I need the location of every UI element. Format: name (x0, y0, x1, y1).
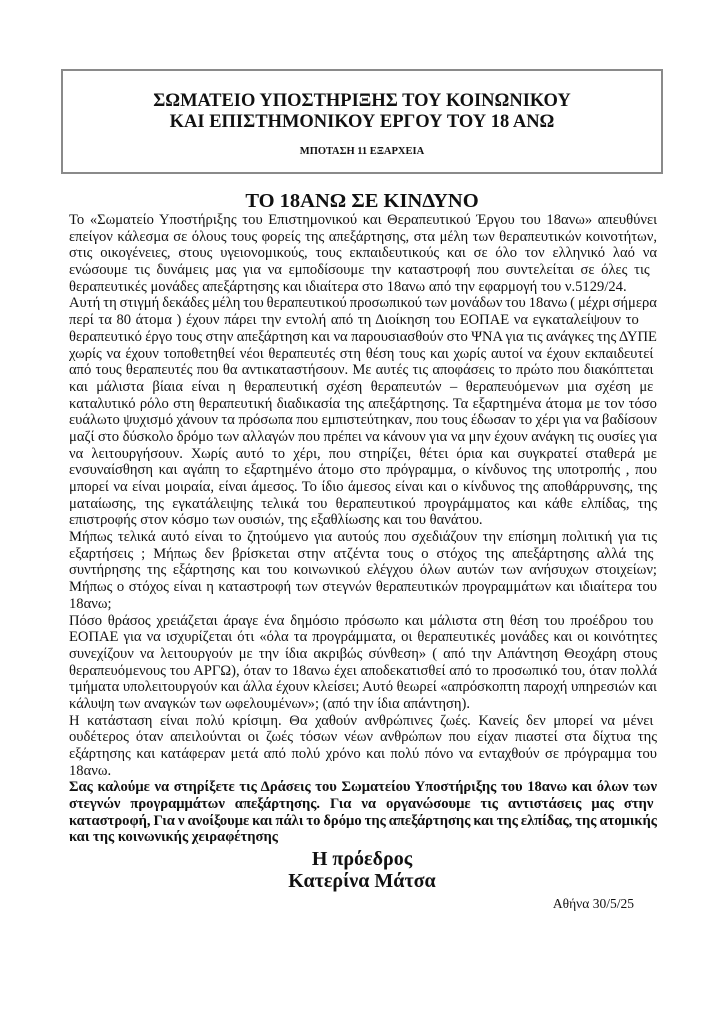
body-line: καταστροφή, Για ν ανοίξουμε και πάλι το δρόμο της απεξάρτησης και της ελπίδας, της ατομικής (69, 812, 657, 829)
body-line: τμήματα υπολειτουργούν και άλλα έχουν κλείσει; Αυτό θεωρεί «απρόσκοπτη παροχή υπηρεσιών και (69, 679, 657, 696)
body-line: καταλυτικό ρόλο στη θεραπευτική διαδικασία της απεξάρτησης. Τα εξαρτημένα άτομα με τον τόσο (69, 395, 657, 412)
body-line: στεγνών προγραμμάτων απεξάρτησης. Για να οργανώσουμε τις αντιστάσεις μας στην (69, 796, 654, 813)
body-line: συντήρησης της εξάρτησης και του κοινωνικού ελέγχου όλων αυτών των ανήσυχων στοιχείων; (69, 562, 657, 579)
body-line: και μάλιστα βίαια είναι η θεραπευτική σχέση θεραπευτών – θεραπευόμενων μια σχέση με (69, 378, 654, 395)
organization-name (63, 91, 661, 133)
body-line: ενσυναίσθηση και αγάπη το εξαρτημένο άτομο στο πρόγραμμα, ο κίνδυνος της υποτροπής , που (69, 462, 657, 479)
body-line: ΕΟΠΑΕ για να ισχυρίζεται ότι «όλα τα προγράμματα, οι θεραπευτικές μονάδες και οι κοινότητες (69, 629, 657, 646)
body-line: ουδέτερος όταν απειλούνται οι ζωές τόσων νέων ανθρώπων που είχαν πιαστεί στα δίχτυα της (69, 729, 657, 746)
body-line: επείγον κάλεσμα σε όλους τους φορείς της απεξάρτησης, στα μέλη των θεραπευτικών κοινοτήτων, (69, 228, 657, 245)
body-line: Μήπως τελικά αυτό είναι το ζητούμενο για αυτούς που σχεδιάζουν την επίσημη πολιτική για τις (69, 529, 657, 546)
body-line: από τους θεραπευτές που θα αντικαταστήσουν. Με αυτές τις αποφάσεις το πρώτο που διακόπτεται (69, 362, 654, 379)
body-line: μαζί στο δύσκολο δρόμο των αλλαγών που πρέπει να κάνουν για να μην έχουν ανάγκη τις ουσίες για (69, 428, 657, 445)
body-line: επιστροφής στον κόσμο των ουσιών, της εξαθλίωσης και του θανάτου. (69, 512, 483, 529)
body-line: στις οικογένειες, στους υγειονομικούς, τους εκπαιδευτικούς και σε όλο τον ελληνικό λαό να (69, 245, 657, 262)
body-line: 18ανω. (69, 762, 112, 779)
body-line: συνεχίζουν να λειτουργούν με την ίδια ακριβώς σύνθεση» ( από την Απάντηση Θεοχάρη στους (69, 645, 657, 662)
organization-address: ΜΠΟΤΑΣΗ 11 ΕΞΑΡΧΕΙΑ (299, 146, 425, 157)
document-title: ΤΟ 18ΑΝΩ ΣΕ ΚΙΝΔΥΝΟ (245, 190, 479, 212)
body-line: μπορεί να είναι μοιραία, είναι άμεσος. Το ίδιο άμεσος είναι και ο κίνδυνος της αποθάρρυνσης, της (69, 479, 657, 495)
signature-block (0, 848, 724, 892)
body-line: ματαίωσης, της εγκατάλειψης τελικά του θεραπευτικού προγράμματος και κάθε ελπίδας, της (69, 495, 657, 512)
body-line: Η κατάσταση είναι πολύ κρίσιμη. Θα χαθούν ανθρώπινες ζωές. Κανείς δεν μπορεί να μένει (69, 712, 654, 729)
body-line: Το «Σωματείο Υποστήριξης του Επιστημονικού και Θεραπευτικού Έργου του 18ανω» απευθύνει (69, 212, 657, 228)
body-line: 18ανω; (69, 595, 112, 612)
body-line: εξαρτήσεις ; Μήπως δεν βρίσκεται στην ατζέντα τους ο στόχος της απεξάρτησης αλλά της (69, 545, 654, 562)
place-and-date: Αθήνα 30/5/25 (552, 896, 634, 912)
signatory-role: Η πρόεδρος (311, 848, 413, 871)
body-line: περί τα 80 άτομα ) έχουν πάρει την εντολή από τη Διοίκηση του ΕΟΠΑΕ να εγκαταλείψουν το (69, 312, 639, 329)
letterhead-box (61, 69, 663, 174)
body-line: ευάλωτο ψυχισμό χάνουν τα πρόσωπα που εμπιστεύτηκαν, που τους έδωσαν το χέρι για να βαδίσουν (69, 412, 657, 429)
body-line: κάλυψη των αναγκών των ωφελουμένων»; (από την ίδια απάντηση). (69, 695, 471, 712)
body-line: Μήπως ο στόχος είναι η καταστροφή των στεγνών θεραπευτικών προγραμμάτων και ιδιαίτερα του (69, 579, 657, 596)
body-line: και της κοινωνικής χειραφέτησης (69, 829, 278, 846)
body-line: Σας καλούμε να στηρίξετε τις Δράσεις του Σωματείου Υποστήριξης του 18ανω και όλων των (69, 779, 657, 796)
body-line: να λειτουργήσουν. Χωρίς αυτό το χέρι, που στηρίζει, θέτει όρια και συγκρατεί σταθερά με (69, 445, 657, 462)
document-body (69, 212, 657, 846)
organization-name-line: ΣΩΜΑΤΕΙΟ ΥΠΟΣΤΗΡΙΞΗΣ ΤΟΥ ΚΟΙΝΩΝΙΚΟΥ (153, 91, 571, 111)
body-line: θεραπευτικό έργο τους στην απεξάρτηση και να παρουσιασθούν στο ΨΝΑ για τις ανάγκες της ΔΥΠΕ (69, 328, 657, 345)
body-line: Πόσο θράσος χρειάζεται άραγε ένα δημόσιο πρόσωπο και μάλιστα στη θέση του προέδρου του (69, 612, 654, 629)
body-line: χωρίς να έχουν τοποθετηθεί νέοι θεραπευτές στη θέση τους και χωρίς αυτοί να έχουν εκπαιδευτεί (69, 345, 654, 362)
body-line: εξάρτησης και κατάφεραν μετά από πολύ χρόνο και πολύ πόνο να ενταχθούν σε πρόγραμμα του (69, 746, 657, 762)
body-line: Αυτή τη στιγμή δεκάδες μέλη του θεραπευτικού προσωπικού των μονάδων του 18ανω ( μέχρι σήμερα (69, 295, 657, 312)
organization-name-line: ΚΑΙ ΕΠΙΣΤΗΜΟΝΙΚΟΥ ΕΡΓΟΥ ΤΟΥ 18 ΑΝΩ (169, 112, 555, 132)
body-line: θεραπευτικές μονάδες απεξάρτησης και ιδιαίτερα στο 18ανω από την εφαρμογή του ν.5129/24. (69, 278, 627, 295)
signatory-name: Κατερίνα Μάτσα (288, 870, 436, 893)
body-line: θεραπευόμενους του ΑΡΓΩ), όταν το 18ανω έχει αποδεκατισθεί από το προσωπικό του, όταν πολλά (69, 662, 657, 679)
body-line: ενώσουμε τις δυνάμεις μας για να εμποδίσουμε την καταστροφή που συντελείται σε όλες τις (69, 262, 650, 279)
